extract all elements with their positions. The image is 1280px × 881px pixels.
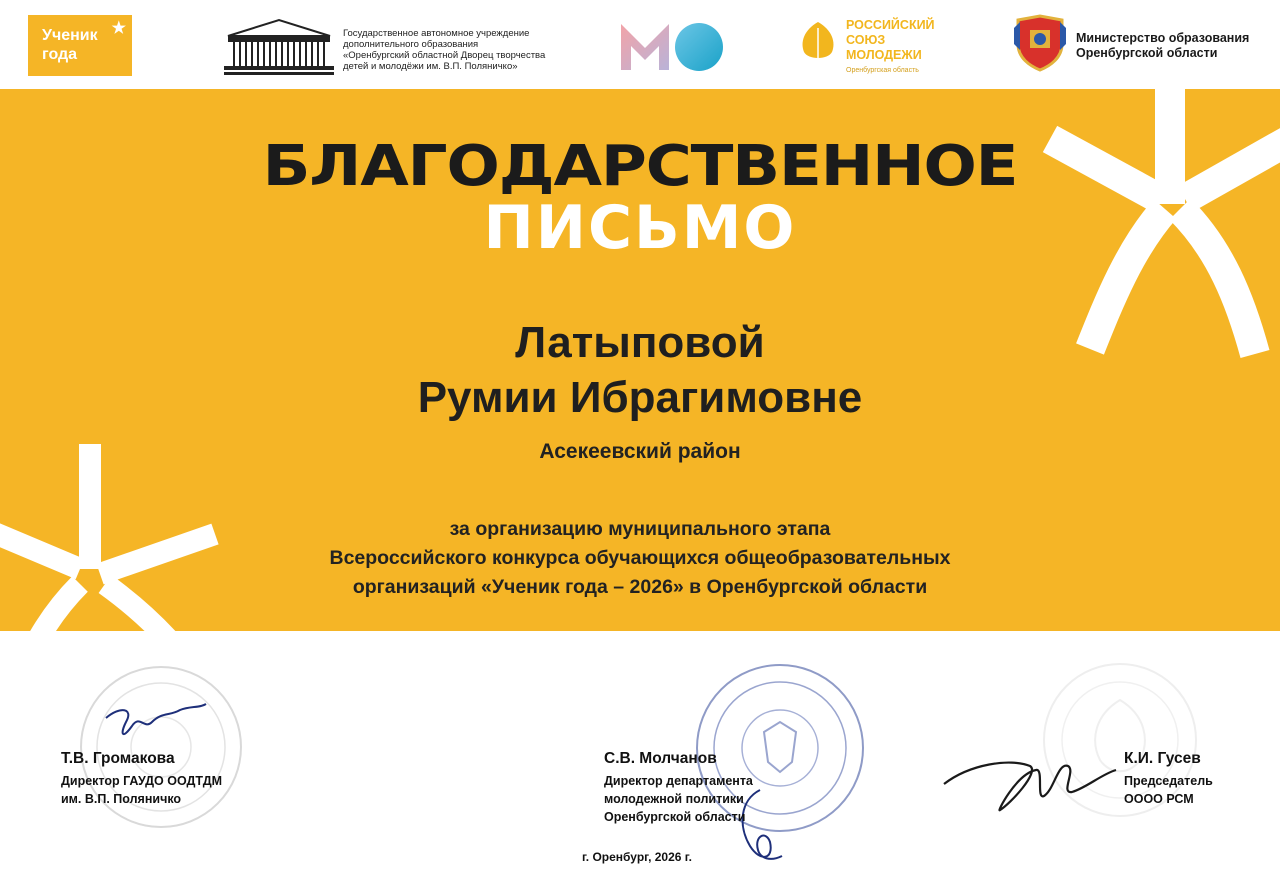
logo-line2: года (42, 46, 78, 63)
signer-right-position: Председатель ОООО РСМ (1124, 774, 1213, 806)
coat-of-arms-icon (1014, 14, 1066, 72)
signer-right-name: К.И. Гусев (1124, 750, 1201, 767)
rsm-sub: Оренбургская область (846, 67, 919, 74)
reason-line3: организаций «Ученик года – 2026» в Оренбургской области (352, 576, 928, 598)
logo-line1: Ученик (42, 27, 98, 44)
signer-left-name: Т.В. Громакова (61, 750, 175, 767)
rsm-logo-text: РОССИЙСКИЙ СОЮЗ МОЛОДЕЖИ (846, 18, 935, 62)
mo-logo-icon (619, 20, 725, 72)
birch-leaf-icon (798, 20, 838, 66)
recipient-district: Асекеевский район (539, 440, 741, 463)
star-icon: ★ (111, 20, 126, 37)
recipient-surname: Латыповой (515, 318, 765, 367)
signature-icon (100, 700, 210, 746)
signer-left-position: Директор ГАУДО ООДТДМ им. В.П. Поляничко (61, 774, 223, 806)
ministry-text: Министерство образования Оренбургской области (1076, 31, 1250, 60)
palace-building-icon (224, 18, 334, 76)
title-line2: ПИСЬМО (483, 193, 797, 263)
reason-line2: Всероссийского конкурса обучающихся общеобразовательных (329, 547, 951, 569)
reason-line1: за организацию муниципального этапа (449, 518, 831, 540)
palace-org-text: Государственное автономное учреждение дополнительного образования «Оренбургский областной Дворец творчества детей и молодёжи им. В.П. Поляничко» (343, 28, 546, 72)
recipient-name: Румии Ибрагимовне (417, 373, 863, 422)
title-line1: БЛАГОДАРСТВЕННОЕ (262, 134, 1018, 199)
place-date: г. Оренбург, 2026 г. (582, 850, 692, 864)
signer-middle-name: С.В. Молчанов (604, 750, 717, 767)
signature-icon (940, 744, 1120, 820)
uchenik-goda-logo (28, 15, 132, 76)
signer-middle-position: Директор департамента молодежной политики Оренбургской области (604, 774, 753, 824)
